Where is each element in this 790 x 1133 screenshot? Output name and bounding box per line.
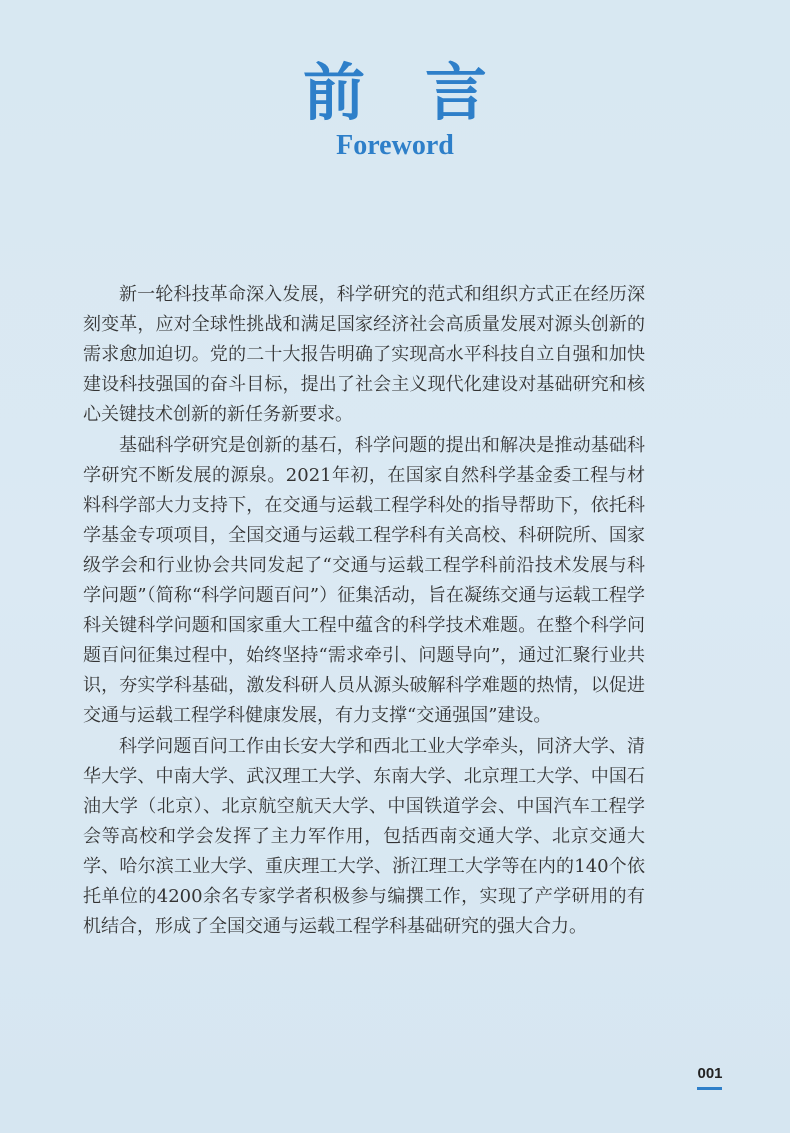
- paragraph-2: 基础科学研究是创新的基石，科学问题的提出和解决是推动基础科学研究不断发展的源泉。2021年初，在国家自然科学基金委工程与材料科学部大力支持下，在交通与运载工程学科处的指导帮助下，依托科学基金专项项目，全国交通与运载工程学科有关高校、科研院所、国家级学会和行业协会共同发起了“交通与运载工程学科前沿技术发展与科学问题”（简称“科学问题百问”）征集活动，旨在凝练交通与运载工程学科关键科学问题和国家重大工程中蕴含的科学技术难题。在整个科学问题百问征集过程中，始终坚持“需求牵引、问题导向”，通过汇聚行业共识，夯实学科基础，激发科研人员从源头破解科学难题的热情，以促进交通与运载工程学科健康发展，有力支撑“交通强国”建设。: [83, 435, 645, 726]
- page-title: 前言: [302, 56, 547, 129]
- paragraph-3: 科学问题百问工作由长安大学和西北工业大学牵头，同济大学、清华大学、中南大学、武汉理工大学、东南大学、北京理工大学、中国石油大学（北京）、北京航空航天大学、中国铁道学会、中国汽车工程学会等高校和学会发挥了主力军作用，包括西南交通大学、北京交通大学、哈尔滨工业大学、重庆理工大学、浙江理工大学等在内的140个依托单位的4200余名专家学者积极参与编撰工作，实现了产学研用的有机结合，形成了全国交通与运载工程学科基础研究的强大合力。: [83, 736, 645, 937]
- page-number: 001: [697, 1065, 723, 1082]
- page-subtitle: Foreword: [336, 130, 454, 161]
- page-number-underline: [697, 1087, 722, 1090]
- paragraph-1: 新一轮科技革命深入发展，科学研究的范式和组织方式正在经历深刻变革，应对全球性挑战和满足国家经济社会高质量发展对源头创新的需求愈加迫切。党的二十大报告明确了实现高水平科技自立自强和加快建设科技强国的奋斗目标，提出了社会主义现代化建设对基础研究和核心关键技术创新的新任务新要求。: [83, 284, 645, 425]
- body-text: [83, 280, 645, 943]
